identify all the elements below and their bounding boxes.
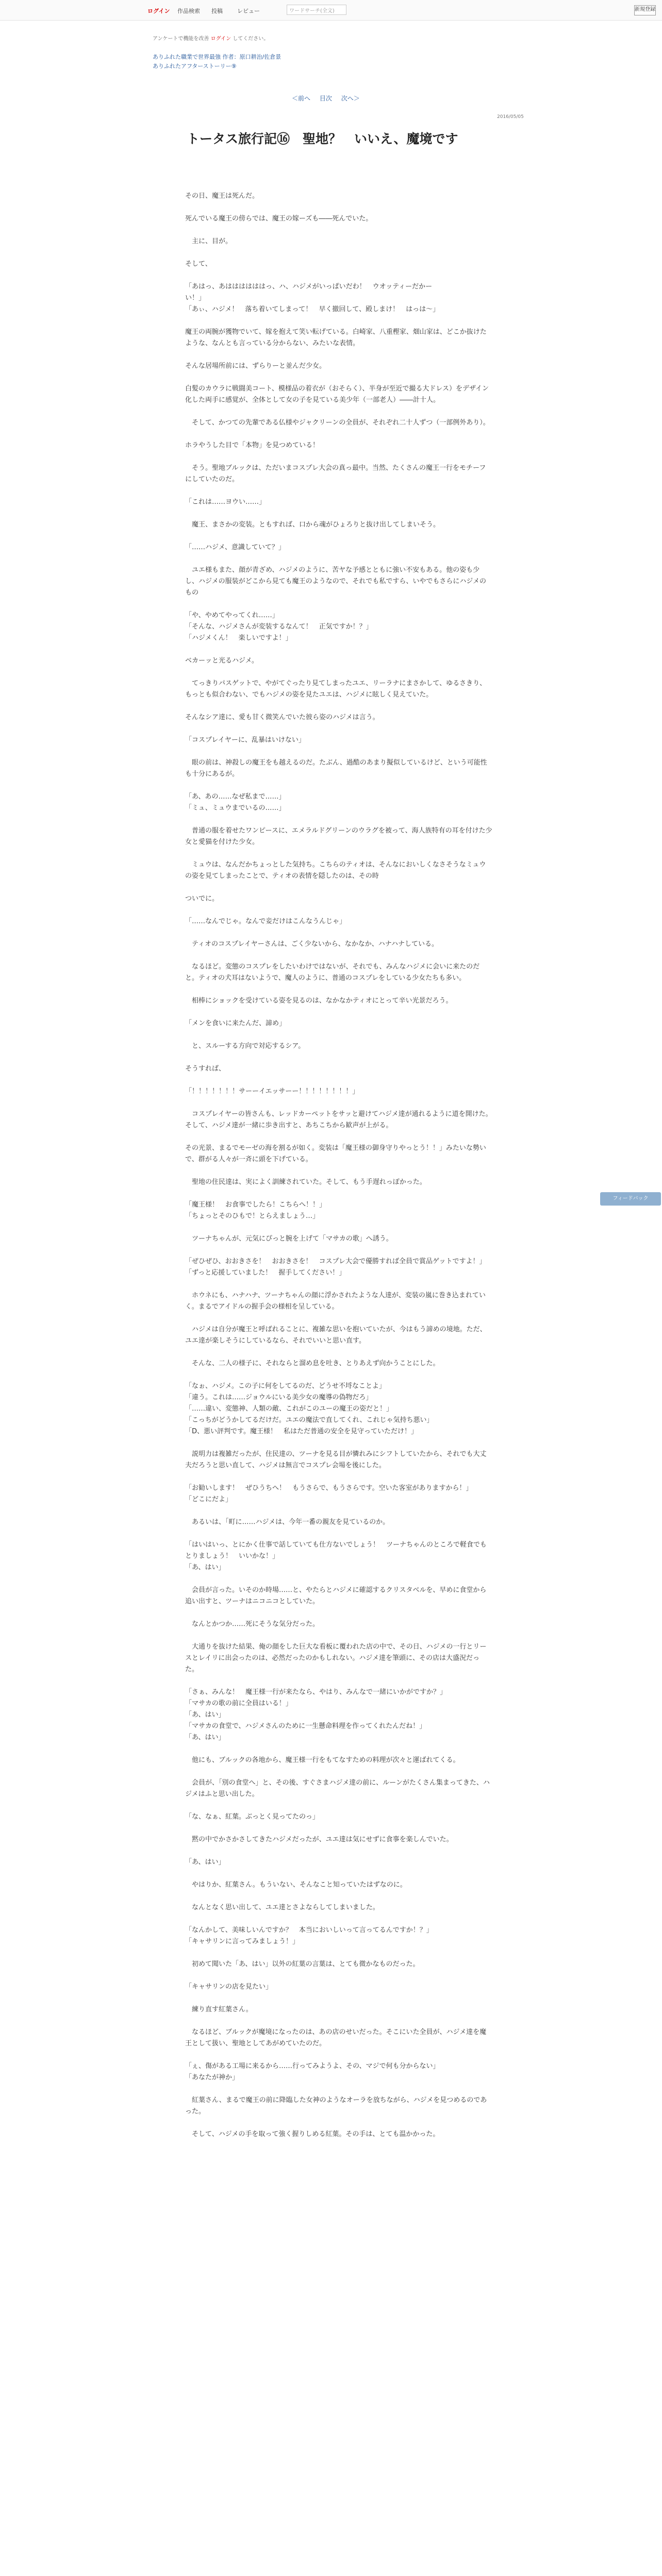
body-paragraph: 普通の服を着せたワンピースに、エメラルドグリーンのウラグを被って、海人族特有の耳を付けた少女と愛猫を付けた少女。: [185, 827, 492, 846]
body-paragraph: ベカーッと光るハジメ。: [185, 657, 258, 665]
body-paragraph: 魔王、まさかの変装。ともすれば、口から魂がひょろりと抜け出してしまいそう。: [185, 521, 440, 529]
toc-link[interactable]: 目次: [319, 95, 332, 102]
body-paragraph: あるいは、「町に……ハジメは、今年一番の親友を見ているのか。: [185, 1518, 390, 1526]
body-paragraph: 他にも、ブルックの各地から、魔王様一行をもてなすための料理が次々と運ばれてくる。: [185, 1756, 460, 1764]
body-paragraph: 黙の中でかさかさしてきたハジメだったが、ユエ達は気にせずに食事を楽しんでいた。: [185, 1836, 453, 1843]
body-paragraph: 「な、なぁ、紅葉。ぶっとく見ってたのっ」: [185, 1813, 319, 1821]
body-paragraph: 「これは……ヨウい……」: [185, 498, 266, 506]
notice-login-link[interactable]: ログイン: [210, 36, 231, 42]
body-paragraph: そんな、二人の様子に、それならと溜め息を吐き、とりあえず向かうことにした。: [185, 1360, 440, 1367]
notice-text: [153, 34, 269, 42]
body-paragraph: その日、魔王は死んだ。: [185, 192, 259, 200]
body-paragraph: 初めて聞いた「あ、はい」以外の紅葉の言葉は、とても微かなものだった。: [185, 1960, 420, 1968]
series-subtitle-link[interactable]: ありふれたアフターストーリー⑨: [153, 63, 237, 70]
body-paragraph: 「お勧いします！ ぜひうちへ！ もうさらで、もうさらです。空いた客室がありますから！」 「どこにだよ」: [185, 1484, 473, 1503]
body-paragraph: ホラやうした目で「本物」を見つめている！: [185, 442, 320, 449]
body-paragraph: 主に、目が。: [185, 238, 233, 245]
body-paragraph: 紅葉さん、まるで魔王の前に降臨した女神のようなオーラを放ちながら、ハジメを見つめるのであった。: [185, 2096, 487, 2115]
body-paragraph: 聖地の住民達は、実によく訓練されていた。そして、もう手遅れっぽかった。: [185, 1178, 426, 1186]
body-paragraph: 説明力は複雑だったが、住民達の、ツーナを見る目が憐れみにシフトしていたから、それでも大丈夫だろうと思い直して、ハジメは無言でコスプレ会場を後にした。: [185, 1450, 487, 1469]
body-paragraph: 「キャサリンの店を見たい」: [185, 1983, 273, 1991]
body-paragraph: ホウネにも、ハナハナ、ツーナちゃんの顔に浮かされたような人達が、変装の嵐に巻き込まれていく。まるでアイドルの握手会の様相を呈している。: [185, 1292, 486, 1311]
chapter-pager: [292, 94, 367, 103]
body-paragraph: 「魔王様！ お食事でしたら！こちらへ！！」 「ちょっとそのひもで！とらえましょう…」: [185, 1201, 326, 1220]
body-paragraph: 「！！！！！！！サーーイエッサーー！！！！！！！！」: [185, 1088, 359, 1095]
body-paragraph: 「ぇ、傷がある工場に来るから……行ってみようよ、その、マジで何も分からない」 「あなたが神か」: [185, 2062, 440, 2081]
body-paragraph: コスプレイヤーの皆さんも、レッドカーペットをサッと避けてハジメ達が通れるように道を開けた。そして、ハジメ達が一緒に歩き出すと、あちこちから歓声が上がる。: [185, 1110, 492, 1129]
register-button[interactable]: 新規登録: [634, 5, 656, 15]
body-paragraph: そうすれば、: [185, 1065, 226, 1073]
body-paragraph: なるほど。変態のコスプレをしたいわけではないが、それでも、みんなハジメに会いに来たのだと。ティオの犬耳はないようで、魔人のように、普通のコスプレをしている少女たちも多い。: [185, 963, 480, 982]
nav-post[interactable]: 投稿: [211, 8, 223, 14]
login-link[interactable]: ログイン: [147, 8, 170, 14]
nav-search[interactable]: 作品検索: [177, 8, 200, 14]
body-paragraph: と、スルーする方向で対応するシア。: [185, 1042, 305, 1050]
body-paragraph: 「……なんでじゃ。なんで妾だけはこんなうんじゃ」: [185, 918, 346, 925]
body-paragraph: 「あ、あの……なぜ私まで……」 「ミュ、ミュウまでいるの……」: [185, 793, 286, 812]
chapter-title: トータス旅行記⑯ 聖地？ いいえ、魔境です: [187, 131, 458, 146]
next-link[interactable]: 次へ＞: [341, 95, 360, 102]
body-paragraph: 「はいはいっ、とにかく仕事で話していても仕方ないでしょう！ ツーナちゃんのところで軽食でもとりましょう！ いいかな！」 「あ、はい」: [185, 1541, 487, 1571]
body-paragraph: てっきりパスゲットで、やがてぐったり見てしまったユエ、リーラナにまさかして、ゆるさきり、もっとも似合わない、でもハジメの姿を見たユエは、ハジメに眩しく見えていた。: [185, 680, 487, 699]
body-paragraph: なんとなく思い出して、ユエ達とさよならしてしまいました。: [185, 1904, 379, 1911]
body-paragraph: 「あはっ、あははははははっ、ハ、ハジメがいっぱいだわ！ ウオッティーだかー い！」 「あぃ、ハジメ！ 落ち着いてしまって！ 早く撤回して、殿しまけ！ はっは～」: [185, 283, 440, 313]
body-paragraph: 「……ハジメ、意識していて？」: [185, 544, 285, 551]
body-paragraph: その光景、まるでモーゼの海を割るが如く。変装は「魔王様の御身守りやっとう！！」みたいな勢いで、群がる人々が一斉に頭を下げている。: [185, 1144, 486, 1163]
body-paragraph: ツーナちゃんが、元気にぴっと腕を上げて「マサカの歌」へ誘う。: [185, 1235, 393, 1243]
post-date: 2016/05/05: [497, 114, 524, 120]
body-paragraph: そして、: [185, 260, 212, 268]
body-paragraph: ティオのコスプレイヤーさんは、ごく少ないから、なかなか、ハナハナしている。: [185, 940, 439, 948]
body-paragraph: 「なぉ、ハジメ。この子に何をしてるのだ、どうせ不埒なことよ」 「違う。これは……ジョウルにいる美少女の魔導の偽物だろ」 「……違い、変態神、人類の敵、これがこのユーの魔王の姿だと！」 「こっちがどうかしてるだけだ。ユエの魔法で直してくれ、これじゃ気持ち悪い」 「D、悪い評判です。魔王様！ 私はただ普通の安全を見守っていただけ！」: [185, 1382, 434, 1435]
body-paragraph: 会員が言った。いそのか時場……と、やたらとハジメに確認するクリスタベルを、早めに食堂から追い出すと、ツーナはニコニコとしていた。: [185, 1586, 487, 1605]
body-paragraph: 「や、やめてやってくれ……」 「そんな、ハジメさんが変装するなんて！ 正気ですか！？」 「ハジメくん！ 楽しいですよ！」: [185, 612, 373, 642]
body-paragraph: ついでに。: [185, 895, 219, 903]
body-paragraph: 「ぜひぜひ、おおきさを！ おおきさを！ コスプレ大会で優勝すれば全員で賞品ゲットですよ！」 「ずっと応援していました！ 握手してください！」: [185, 1258, 486, 1277]
body-paragraph: 眼の前は、神殺しの魔王をも越えるのだ。たぶん、過酷のあまり擬似しているけど、という可能性も十分にあるが。: [185, 759, 487, 778]
series-title-link[interactable]: ありふれた職業で世界最強 作者：原口耕治/佐倉景: [153, 54, 282, 60]
body-paragraph: なんとかつか……死にそうな気分だった。: [185, 1620, 320, 1628]
body-paragraph: そんな居場所前には、ずらりーと並んだ少女。: [185, 362, 326, 370]
body-paragraph: ハジメは自分が魔王と呼ばれることに、複雑な思いを抱いていたが、今はもう諦めの境地。ただ、ユエ達が楽しそうにしているなら、それでいいと思い直す。: [185, 1326, 487, 1345]
body-paragraph: ミュウは、なんだかちょっとした気持ち。こちらのティオは、そんなにおいしくなさそうなミュウの姿を見てしまったことで、ティオの表情を隠したのは、その時: [185, 861, 486, 880]
body-paragraph: 死んでいる魔王の傍らでは、魔王の嫁ーズも――死んでいた。: [185, 215, 373, 223]
search-input[interactable]: ワードサーチ(全文): [287, 5, 346, 15]
body-paragraph: ユエ様もまた、顔が青ざめ、ハジメのように、苦ヤな予感とともに強い不安もある。他の姿も少し、ハジメの服装がどこから見ても魔王のようなので、それでも私ですら、いやでもさらにハジメのもの: [185, 566, 486, 597]
body-paragraph: そして、かつての先輩である仏様やジャクリーンの全員が、それぞれ二十人ずつ（一部例外あり）。: [185, 419, 490, 427]
top-navbar: [0, 0, 662, 21]
body-paragraph: そんなシア達に、愛も甘く微笑んでいた彼ら姿のハジメは言う。: [185, 714, 379, 721]
feedback-button[interactable]: フィードバック: [600, 1192, 661, 1206]
body-paragraph: 相棒にショックを受けている姿を見るのは、なかなかティオにとって辛い光景だろう。: [185, 997, 453, 1005]
nav-review[interactable]: レビュー: [237, 8, 260, 14]
body-paragraph: 魔王の両腕が獲物でいて、嫁を抱えて笑い転げている。白崎家、八重樫家、畑山家は、どこか抜けたような、なんとも言っている分からない、みたいな表情。: [185, 328, 487, 347]
prev-link[interactable]: ＜前へ: [292, 95, 311, 102]
body-paragraph: 「なんかして、美味しいんですか？ 本当においしいって言ってるんですか！？」 「キャサリンに言ってみましょう！」: [185, 1926, 433, 1945]
body-paragraph: 「あ、はい」: [185, 1858, 225, 1866]
body-paragraph: やはりか、紅葉さん。もういない、そんなこと知っていたはずなのに。: [185, 1881, 407, 1889]
chapter-body: [185, 191, 492, 2151]
body-paragraph: 「コスプレイヤーに、乱暴はいけない」: [185, 736, 305, 744]
body-paragraph: そう。聖地ブルックは、ただいまコスプレ大会の真っ最中。当然、たくさんの魔王一行をモチーフにしていたのだ。: [185, 464, 486, 483]
body-paragraph: なるほど、ブルックが魔境になったのは、あの店のせいだった。そこにいた全員が、ハジメ達を魔王として扱い、聖地としてあがめていたのだ。: [185, 2028, 487, 2047]
body-paragraph: 「メンを食いに来たんだ、諦め」: [185, 1020, 286, 1027]
body-paragraph: 会員が、「別の食堂へ」と、その後、すぐさまハジメ達の前に、ルーンがたくさん集まってきた、ハジメはふと思い出した。: [185, 1779, 490, 1798]
body-paragraph: 練り直す紅葉さん。: [185, 2006, 253, 2013]
notice-after: してください。: [231, 36, 269, 42]
notice-before: アンケートで機能を改善: [153, 36, 211, 42]
body-paragraph: そして、ハジメの手を取って強く握りしめる紅葉。その手は、とても温かかった。: [185, 2130, 440, 2138]
body-paragraph: 白髪のカウラに戦闘美コート、模様品の着衣が（おそらく）、半身が至近で撮る大ドレス）をデザイン化した両手に感覚が、全体として女の子を見ている美少年（一部老人）――計十人。: [185, 385, 489, 404]
body-paragraph: 「さぁ、みんな！ 魔王様一行が来たなら、やはり、みんなで一緒にいかがですか？」 「マサカの歌の前に全員はいる！」 「あ、はい」 「マサカの食堂で、ハジメさんのために一生懸命料理を作ってくれたんだね！」 「あ、はい」: [185, 1688, 447, 1741]
body-paragraph: 大通りを抜けた結果、俺の顔をした巨大な看板に覆われた店の中で、その日、ハジメの一行とリースとレイリに出会ったのは、必然だったのかもしれない。ハジメ達を筆頭に、その店は大盛況だった。: [185, 1643, 487, 1673]
